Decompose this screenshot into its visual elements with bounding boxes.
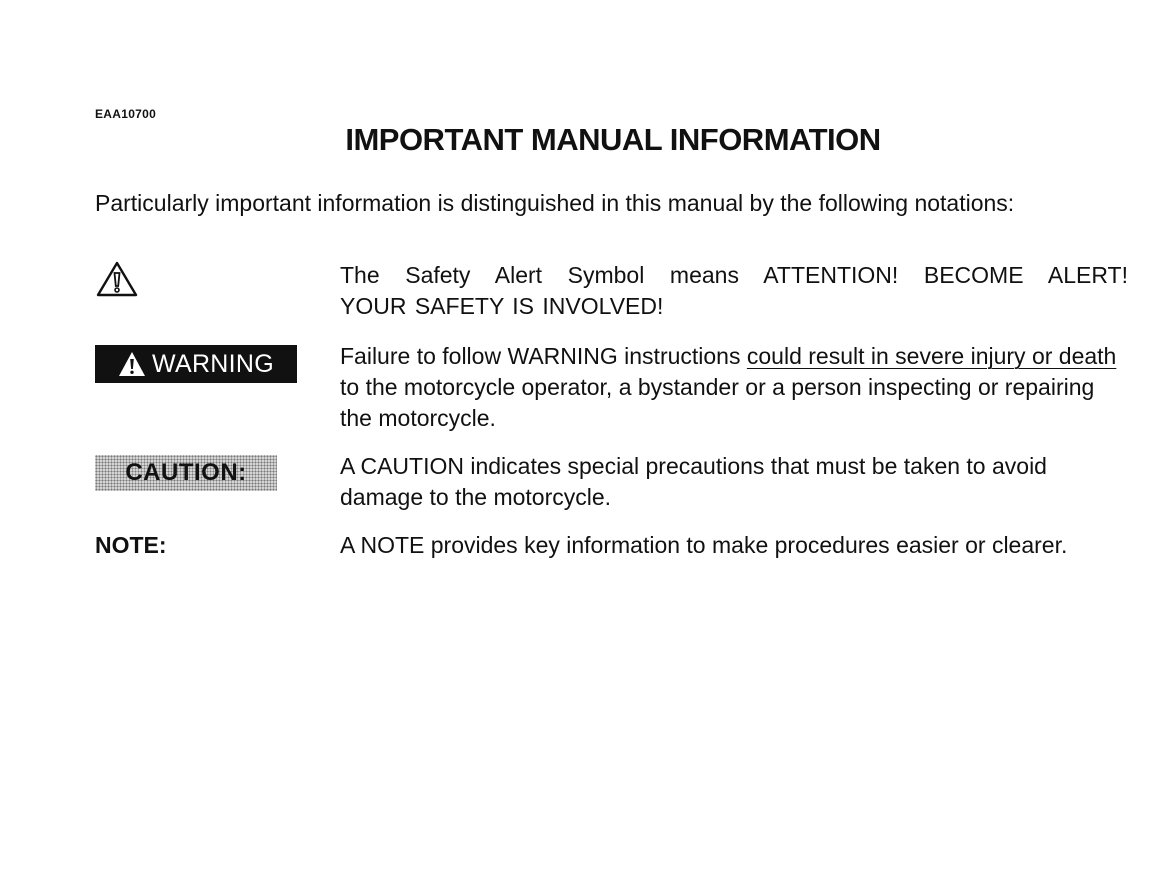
warning-description xyxy=(340,341,1128,434)
warning-text-after: to the motorcycle operator, a bystander or a person inspecting or repairing the motorcycle. xyxy=(340,374,1095,431)
warning-triangle-icon xyxy=(118,351,146,377)
safety-alert-description xyxy=(340,260,1128,322)
safety-alert-line-2: YOUR SAFETY IS INVOLVED! xyxy=(340,293,664,319)
warning-text-underlined: could result in severe injury or death xyxy=(746,343,1117,369)
intro-paragraph: Particularly important information is distinguished in this manual by the following notations: xyxy=(95,190,1015,216)
warning-badge xyxy=(95,345,297,383)
safety-alert-triangle-icon xyxy=(95,260,139,298)
warning-label-text: WARNING xyxy=(152,349,274,378)
note-description: A NOTE provides key information to make procedures easier or clearer. xyxy=(340,532,1068,558)
warning-text-before: Failure to follow WARNING instructions xyxy=(340,343,747,369)
caution-badge: CAUTION: xyxy=(95,455,277,491)
note-label: NOTE: xyxy=(95,532,167,558)
caution-description: A CAUTION indicates special precautions that must be taken to avoid damage to the motorcycle. xyxy=(340,453,1047,510)
document-code: EAA10700 xyxy=(95,107,157,121)
page-title: IMPORTANT MANUAL INFORMATION xyxy=(345,122,881,157)
safety-alert-line-1: The Safety Alert Symbol means ATTENTION! BECOME ALERT! xyxy=(340,262,1128,288)
